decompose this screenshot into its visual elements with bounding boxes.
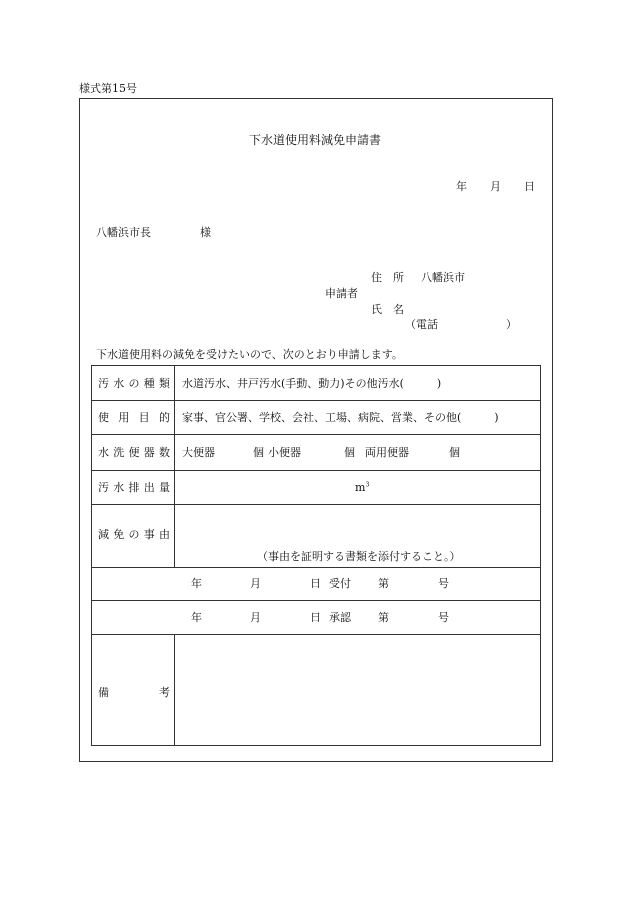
row-divider [92,634,540,635]
receipt-dai: 第 [378,577,389,590]
toilet-both-label: 両用便器 [365,446,409,459]
value-purpose: 家事、官公署、学校、会社、工場、病院、営業、その他( ) [182,411,499,424]
label-remarks: 備 考 [98,686,170,699]
row-divider [92,504,540,505]
row-divider [92,434,540,435]
receipt-year: 年 [191,577,202,590]
receipt-month: 月 [250,577,261,590]
approval-dai: 第 [378,611,389,624]
applicant-address-label: 住 所 [371,271,404,284]
label-sewage-type: 汚 水 の 種 類 [98,377,170,390]
approval-month: 月 [250,611,261,624]
column-divider [174,634,175,745]
column-divider [174,366,175,567]
row-divider [92,600,540,601]
reason-note: （事由を証明する書類を添付すること。） [257,550,461,563]
receipt-label: 受付 [329,577,351,590]
toilet-both-unit: 個 [449,446,460,459]
form-number: 様式第15号 [79,82,137,95]
date-year-label: 年 [456,180,467,193]
row-divider [92,567,540,568]
approval-label: 承認 [329,611,351,624]
label-discharge-volume: 汚 水 排 出 量 [98,481,170,494]
label-toilet-count: 水 洗 便 器 数 [98,446,170,459]
applicant-name-label: 氏 名 [371,303,404,316]
approval-year: 年 [191,611,202,624]
row-divider [92,470,540,471]
value-sewage-type: 水道汚水、井戸汚水(手動、動力)その他汚水( ) [182,377,442,390]
addressee-mayor: 八幡浜市長 [96,226,151,239]
toilet-large-label: 大便器 [182,446,215,459]
toilet-small-label: 小便器 [268,446,301,459]
applicant-phone-label: （電話 [405,318,438,331]
applicant-label: 申請者 [325,287,358,300]
intro-text: 下水道使用料の減免を受けたいので、次のとおり申請します。 [96,348,403,361]
receipt-go: 号 [438,577,449,590]
label-purpose: 使 用 目 的 [98,411,170,424]
applicant-phone-close: ） [506,318,517,331]
date-month-label: 月 [490,180,501,193]
toilet-small-unit: 個 [344,446,355,459]
applicant-address-value: 八幡浜市 [421,271,465,284]
addressee-honorific: 様 [200,226,211,239]
approval-day: 日 [310,611,321,624]
row-divider [92,400,540,401]
page-title: 下水道使用料減免申請書 [248,133,381,147]
date-day-label: 日 [524,180,535,193]
approval-go: 号 [438,611,449,624]
label-reduction-reason: 減 免 の 事 由 [98,528,170,541]
toilet-large-unit: 個 [253,446,264,459]
receipt-day: 日 [310,577,321,590]
application-table [91,365,541,746]
discharge-unit: $m^3$ [355,481,370,494]
